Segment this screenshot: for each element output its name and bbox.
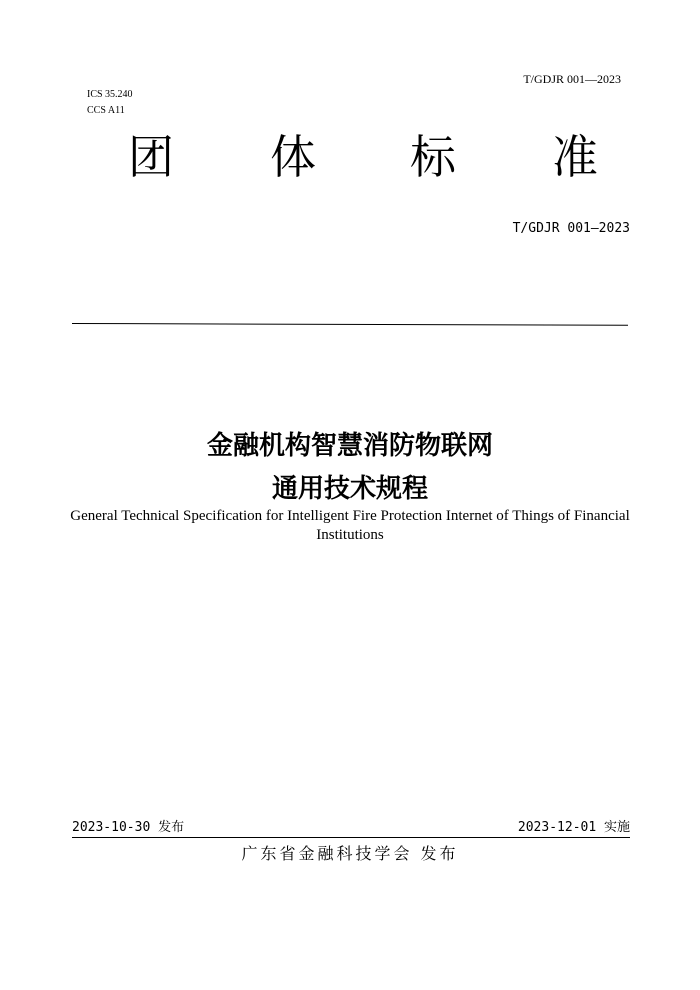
footer-divider: [72, 837, 630, 838]
standard-type-char-1: 团: [128, 130, 174, 184]
header-divider: [72, 323, 628, 326]
publisher: 广东省金融科技学会 发布: [241, 844, 459, 863]
title-chinese-line-1: 金融机构智慧消防物联网: [206, 431, 493, 461]
top-standard-code: T/GDJR 001—2023: [523, 72, 621, 86]
implement-date: 2023-12-01 实施: [517, 820, 630, 835]
ccs-code: CCS A11: [87, 105, 125, 116]
standard-type-char-3: 标: [410, 130, 456, 184]
publish-date: 2023-10-30 发布: [72, 820, 185, 835]
title-chinese-line-2: 通用技术规程: [271, 474, 428, 504]
standard-type-char-4: 准: [552, 130, 598, 184]
standard-number: T/GDJR 001—2023: [512, 221, 630, 236]
ics-code: ICS 35.240: [87, 89, 133, 100]
standard-type-char-2: 体: [270, 130, 316, 184]
title-english: General Technical Specification for Intelligent Fire Protection Internet of Things of Financial Institutions: [70, 508, 630, 543]
